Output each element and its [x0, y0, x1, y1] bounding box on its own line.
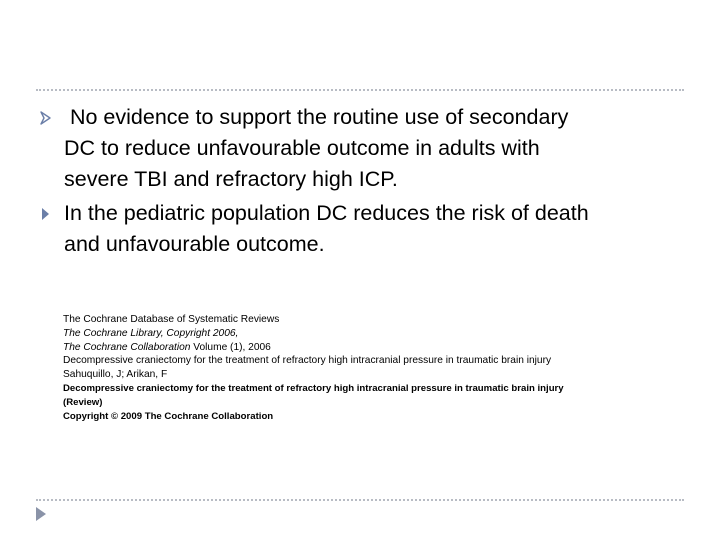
reference-line: The Cochrane Database of Systematic Reviews — [63, 314, 280, 325]
reference-line: Sahuquillo, J; Arikan, F — [63, 369, 168, 381]
bullet-line: No evidence to support the routine use of secondary — [64, 105, 569, 129]
bullet-line: In the pediatric population DC reduces the risk of death — [64, 201, 589, 225]
references — [63, 313, 683, 423]
top-divider — [36, 89, 684, 91]
arrow-bullet-icon — [38, 102, 58, 133]
reference-line: Decompressive craniectomy for the treatment of refractory high intracranial pressure in traumatic brain injury — [63, 355, 552, 367]
reference-volume: Volume (1), 2006 — [190, 341, 271, 353]
bullet-line: severe TBI and refractory high ICP. — [64, 167, 398, 191]
bullet-item — [38, 102, 678, 195]
reference-line: The Cochrane Library, Copyright 2006, — [63, 327, 239, 339]
reference-line: Copyright © 2009 The Cochrane Collaboration — [63, 410, 274, 422]
triangle-bullet-icon — [38, 198, 58, 229]
reference-italic: The Cochrane Collaboration — [63, 341, 191, 353]
reference-line — [63, 341, 683, 355]
bullet-list — [38, 102, 678, 263]
bottom-divider — [36, 499, 684, 501]
bullet-item — [38, 198, 678, 260]
bullet-line: DC to reduce unfavourable outcome in adults with — [64, 136, 540, 160]
reference-line: (Review) — [63, 396, 103, 408]
next-slide-arrow-icon[interactable] — [36, 507, 46, 521]
bullet-line: and unfavourable outcome. — [64, 232, 325, 256]
reference-line: Decompressive craniectomy for the treatment of refractory high intracranial pressure in traumatic brain injury — [63, 382, 564, 394]
